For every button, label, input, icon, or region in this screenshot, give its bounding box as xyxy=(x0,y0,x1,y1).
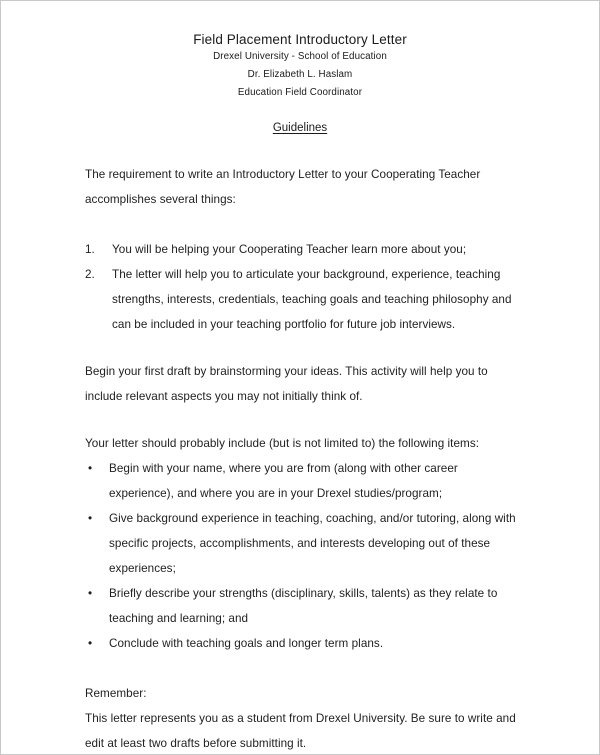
document-body xyxy=(1,1,599,755)
list-item-text: Briefly describe your strengths (disciplinary, skills, talents) as they relate to teaching and learning; and xyxy=(109,587,498,625)
bullet-icon: • xyxy=(88,587,93,600)
list-item-text: Conclude with teaching goals and longer term plans. xyxy=(109,637,384,650)
list-item xyxy=(85,262,517,337)
intro-paragraph: The requirement to write an Introductory Letter to your Cooperating Teacher accomplishes several things: xyxy=(85,168,481,206)
list-item xyxy=(85,456,517,506)
spacer xyxy=(85,337,517,359)
spacer xyxy=(85,656,517,681)
bullet-icon: • xyxy=(88,462,93,475)
document-content xyxy=(1,162,599,755)
remember-paragraph: This letter represents you as a student from Drexel University. Be sure to write and edit at least two drafts before submitting it. xyxy=(85,712,516,750)
list-item xyxy=(85,237,517,262)
brainstorm-paragraph: Begin your first draft by brainstorming your ideas. This activity will help you to include relevant aspects you may not initially think of. xyxy=(85,365,488,403)
numbered-list xyxy=(85,237,517,337)
spacer xyxy=(85,212,517,237)
subtitle-institution: Drexel University - School of Education xyxy=(213,51,387,62)
list-item-text: Begin with your name, where you are from (along with other career experience), and where you are in your Drexel studies/program; xyxy=(109,462,458,500)
section-heading-guidelines: Guidelines xyxy=(272,122,328,134)
list-item xyxy=(85,631,517,656)
bullet-icon: • xyxy=(88,512,93,525)
remember-label: Remember: xyxy=(85,687,147,700)
page-title: Field Placement Introductory Letter xyxy=(193,32,407,47)
spacer xyxy=(85,409,517,431)
list-item-text: Give background experience in teaching, coaching, and/or tutoring, along with specific projects, accomplishments, and interests developing out of these experiences; xyxy=(109,512,516,575)
document-header xyxy=(1,1,599,102)
list-marker: 1. xyxy=(85,243,95,256)
subtitle-author: Dr. Elizabeth L. Haslam xyxy=(247,69,353,80)
bullet-icon: • xyxy=(88,637,93,650)
items-intro-paragraph: Your letter should probably include (but is not limited to) the following items: xyxy=(85,437,480,450)
list-item xyxy=(85,506,517,581)
list-marker: 2. xyxy=(85,268,95,281)
section-heading-wrap xyxy=(1,118,599,136)
list-item xyxy=(85,581,517,631)
list-item-text: The letter will help you to articulate your background, experience, teaching strengths, interests, credentials, teaching goals and teaching philosophy and can be included in your teaching portfolio for future job interviews. xyxy=(112,268,512,331)
list-item-text: You will be helping your Cooperating Teacher learn more about you; xyxy=(112,243,467,256)
bulleted-list xyxy=(85,456,517,656)
subtitle-role: Education Field Coordinator xyxy=(237,87,363,98)
